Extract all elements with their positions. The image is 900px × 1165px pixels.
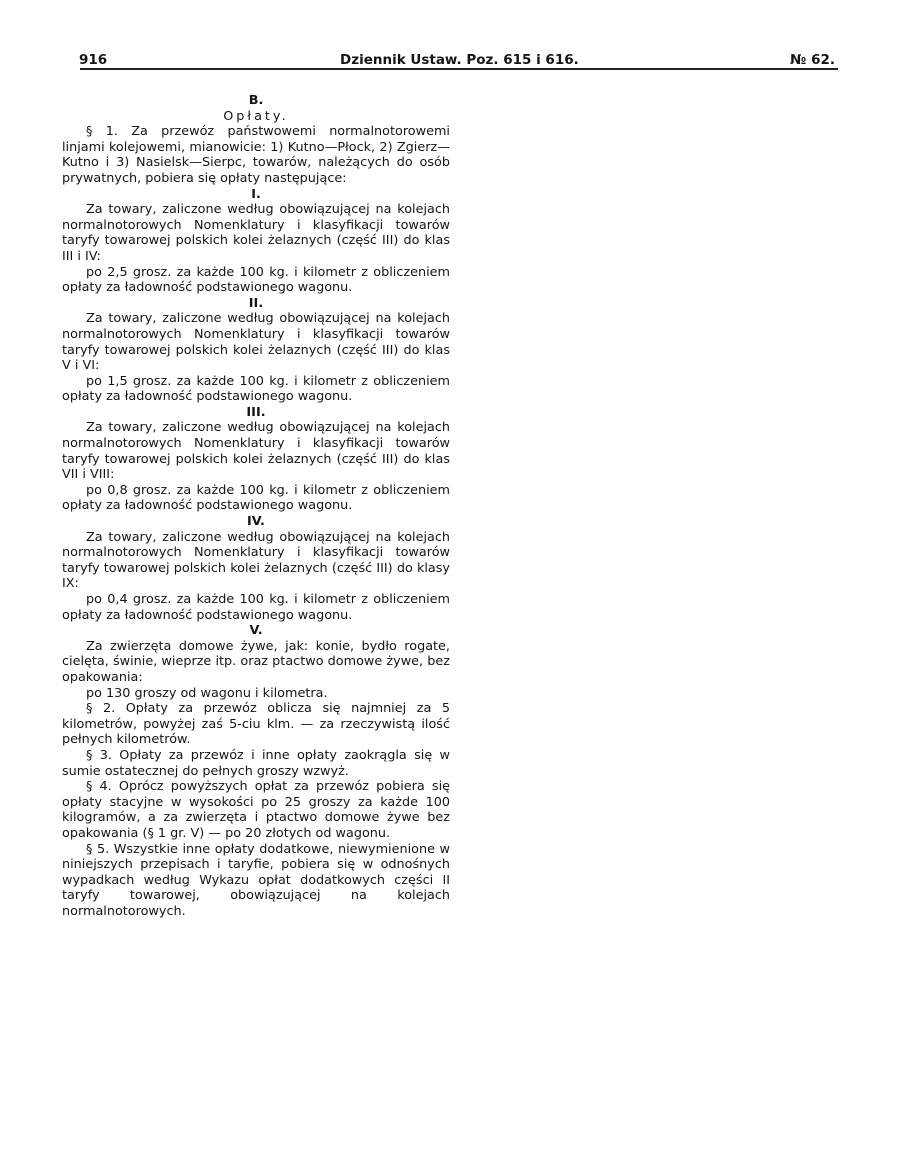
tariff-numeral: V.	[249, 623, 263, 639]
section-letter: B.	[248, 93, 264, 108]
tariff-text: Za towary, zaliczone według obowiązującej na kolejach normalnotorowych Nomenklatury i klasyfikacji towarów taryfy towarowej polskich kolei żelaznych (część III) do klas III i IV:	[62, 202, 450, 264]
tariff-numeral: I.	[251, 186, 261, 202]
paragraph-5: § 5. Wszystkie inne opłaty dodatkowe, niewymienione w niniejszych przepisach i taryfie, pobiera się w odnośnych wypadkach według Wykazu opłat dodatkowych części II taryfy towarowej, obowiązującej na kolejach normalnotorowych.	[62, 841, 450, 919]
tariff-text: Za towary, zaliczone według obowiązującej na kolejach normalnotorowych Nomenklatury i klasyfikacji towarów taryfy towarowej polskich kolei żelaznych (część III) do klas V i VI:	[62, 311, 450, 374]
tariff-rate: po 0,8 grosz. za każde 100 kg. i kilometr z obliczeniem opłaty za ładowność podstawionego wagonu.	[62, 482, 450, 514]
paragraph-3: § 3. Opłaty za przewóz i inne opłaty zaokrągla się w sumie ostatecznej do pełnych groszy wzwyż.	[62, 747, 450, 779]
issue-number: № 62.	[790, 52, 835, 68]
page-number: 916	[79, 52, 108, 68]
tariff-numeral: II.	[248, 295, 264, 311]
paragraph-1: § 1. Za przewóz państwowemi normalnotorowemi linjami kolejowemi, mianowicie: 1) Kutno—Płock, 2) Zgierz—Kutno i 3) Nasielsk—Sierpc, towarów, należących do osób prywatnych, pobiera się opłaty następujące:	[62, 124, 450, 186]
header-rule	[80, 68, 838, 70]
section-title: Opłaty.	[223, 108, 289, 124]
tariff-rate: po 0,4 grosz. za każde 100 kg. i kilometr z obliczeniem opłaty za ładowność podstawionego wagonu.	[62, 592, 450, 623]
tariff-numeral: III.	[246, 404, 266, 420]
tariff-text: Za towary, zaliczone według obowiązującej na kolejach normalnotorowych Nomenklatury i klasyfikacji towarów taryfy towarowej polskich kolei żelaznych (część III) do klasy IX:	[62, 529, 450, 592]
paragraph-4: § 4. Oprócz powyższych opłat za przewóz pobiera się opłaty stacyjne w wysokości po 25 groszy za każde 100 kilogramów, a za zwierzęta i ptactwo domowe żywe bez opakowania (§ 1 gr. V) — po 20 złotych od wagonu.	[62, 779, 450, 841]
tariff-text: Za towary, zaliczone według obowiązującej na kolejach normalnotorowych Nomenklatury i klasyfikacji towarów taryfy towarowej polskich kolei żelaznych (część III) do klas VII i VIII:	[62, 420, 450, 483]
tariff-rate: po 2,5 grosz. za każde 100 kg. i kilometr z obliczeniem opłaty za ładowność podstawionego wagonu.	[62, 264, 450, 296]
tariff-text: Za zwierzęta domowe żywe, jak: konie, bydło rogate, cielęta, świnie, wieprze itp. oraz ptactwo domowe żywe, bez opakowania:	[62, 638, 450, 685]
page-header	[75, 46, 840, 68]
tariff-numeral: IV.	[247, 514, 265, 530]
tariff-rate: po 1,5 grosz. za każde 100 kg. i kilometr z obliczeniem opłaty za ładowność podstawionego wagonu.	[62, 373, 450, 405]
journal-title: Dziennik Ustaw. Poz. 615 i 616.	[340, 52, 579, 68]
paragraph-2: § 2. Opłaty za przewóz oblicza się najmniej za 5 kilometrów, powyżej zaś 5-ciu klm. — za rzeczywistą ilość pełnych kilometrów.	[62, 701, 450, 748]
tariff-rate: po 130 groszy od wagonu i kilometra.	[86, 685, 328, 701]
text-column	[62, 93, 450, 919]
